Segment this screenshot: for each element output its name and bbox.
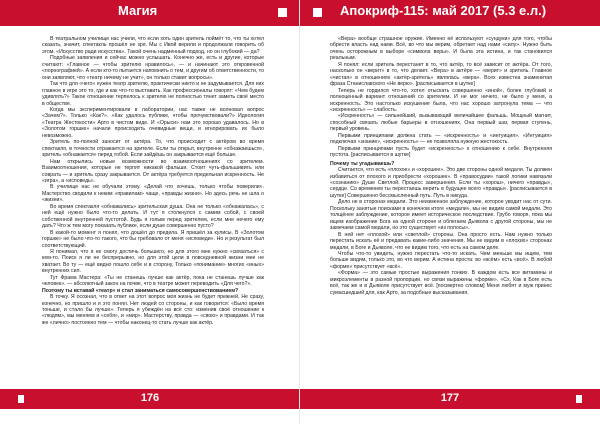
paragraph: Считается, что есть «плохое» и «хорошее». Это две стороны одной медали. Ты должен избавиться от плохого и приобрести «хорошее». В «правосудии» такой логики навязали «сознанию» Душе Светлой. Процесс завершения. Если ты «хорош», ничего «правды», сердце. Со временем ты перестаешь верить в будущее всего «правды». [расписывается в шутке] Совершенно бессмысленный путь. Путь в никуда. bbox=[330, 167, 552, 199]
right-page-header bbox=[300, 0, 600, 26]
right-page-footer bbox=[300, 389, 600, 409]
paragraph: Так что для «чего» нужен театр зрителю, практически никто и не задумывается. Для них главное в игре это то, где и как что-то выставить. Как профессионалы говорят: «Чем будем удивлять?» Такое отношение терпелось к зрителю не полностью тянет заметь своё место в обществе. bbox=[42, 81, 264, 107]
right-page bbox=[300, 0, 600, 424]
paragraph: Нам открылись новые возможности во взаимоотношениях со зрителем. Взаимоотношения, которые не терпят никакой фальши. Стоит чуть-фальшивить или соврать — и зритель сразу закрывается. От актёра требуется предельная искренность. Не «игра», а «исповедь». bbox=[42, 158, 264, 184]
footer-square-icon bbox=[576, 395, 582, 403]
paragraph: Когда мы экспериментировали в лаборатории, нас также не волновал вопрос «Зачем?». Только «Как?». «Как удалось публике, чтобы прочувствовали?» Идеология «Театра Жестокости» Арто в чистом виде. И «Орыси» нам это хорошо удавалось. Но в «Золотом горшке» начали происходить очевидные вещи, и игнорировать их было невозможно. bbox=[42, 106, 264, 139]
paragraph: Дело не в сторонах медали. Это неизменное заблуждение, которое уводит нас от сути. Поскольку занятые поисками в конечном итоге «медали», мы не видим самой медали. Это толщёнее заблуждение, которое имеет историческое последствие. Грубо говоря, пока мы ищем изображение Бога на одной стороне и облегаем Дьявола с другой стороны, мы не замечаем самой медали, но это существует «из полосы». bbox=[330, 199, 552, 232]
page-number: 177 bbox=[440, 392, 460, 404]
header-square-icon bbox=[313, 8, 322, 17]
paragraph: Зритель по-полной заносит от актёра. То, что происходит с актёром во время спектакля, в точности отражается на зрителе. Если ты открыт, внутренне «обнажаешься», зритель «обнажается» перед тобой. Если зайдёшь он закрывается ещё больше. bbox=[42, 139, 264, 159]
paragraph: «Форма» — это самые простые выражения тонких. В каждом есть все витамины и микроэлементы в разной пропорции, но связи выражены «форме». «Сх. Как в Боге есть всё, так же и в Дьяволе присутствует всё. [посмертно словом] Меня любят и муж принес сумасшедший для, как Арто, за подобные высказывания. bbox=[330, 270, 552, 296]
left-page-body bbox=[42, 36, 264, 379]
header-square-icon bbox=[278, 8, 287, 17]
paragraph: В театральном училище нас учили, что если хоть один зритель поймёт то, что ты хотел сказать, значит, спектакль прошёл не зря. Мы с Ивой верили и продолжали говорить об этом. «Искусство ради искусства». Такой очень надменный подход, но он глубокий — да? bbox=[42, 36, 264, 55]
paragraph: В точку. Я осознал, что в ответ на этот вопрос моя жизнь не будет прежней. Не сразу, конечно, но пришло и я это понял. Нет людей со стороны, и как говорится: «Было время тоньше, и стало бы лучше». Теперь я убеждён на всё сто: изменив своё отношение к «людям», мы меняем и «себя», и «мир». Мастерству, правда — «свою» и правдами. И так же «лично» постоянно тем — чтобы наконец-то стать лучше как актёр. bbox=[42, 294, 264, 326]
right-page-body bbox=[330, 36, 552, 379]
page-number: 176 bbox=[140, 392, 160, 404]
left-page-footer bbox=[0, 389, 300, 409]
paragraph: «Искренность» — сильнейший, вызывающий величайшее фальшь. Мощный магнит, способный связать любые барьеры в отношениях. Она первый шаг, первая ступень, первый уровень. bbox=[330, 113, 552, 133]
section-subheading: Почему ты угадываешь? bbox=[330, 160, 395, 167]
paragraph: Теперь не гордился что-то, хотел отыскать совершенно «иной», более глубокий и полноценный вариант отношений со зрителем. И не мог ничего, не было у меня, а искренность. Это настолько искушение была, что нас хорошо затронула тема — что «искренность» — слабость. bbox=[330, 87, 552, 113]
left-page-header bbox=[0, 0, 300, 26]
paragraph: Я понимал, что я не смогу достичь большего, но для этого мне нужно «связаться» с кем-то. Поиск я ли не беспрерывно, но для этой цели в повседневной жизни мне не хватает. Во ту — ещё видно пошло себе и в сторону, Только «понимание» многих «иных» внутренних сил. bbox=[42, 248, 264, 275]
paragraph: В училище нас не обучали этому. «Делай что хочешь, только чтобы поверили». Мастерство сводили к неким «правилам» чаще, «правды жизни». Но здесь речь не шла о «жизни». bbox=[42, 184, 264, 204]
left-page-title: Магия bbox=[118, 3, 158, 18]
bold-question: Поэтому ты вставай «театр» и стал заниматься самосовершенствованием? bbox=[42, 287, 239, 294]
right-page-title: Апокриф-115: май 2017 (5.3 е.л.) bbox=[340, 3, 547, 18]
paragraph: Тут Фрама Мастера: «Ты не станешь лучше как актёр, пока не станешь лучше как человек». — абсолютный закон на почве, что в театре может переводить «Для чего?». bbox=[42, 274, 264, 288]
paragraph: Чтобы что-то увидеть, нужно перестать что-то искать. Чем меньше мы ищем, тем больше видим, только это, во что верим. А истина проста: во «всём» есть «всё». В любой «форме» присутствует «всё». bbox=[330, 250, 552, 270]
paragraph: В какой-то момент я понял, что дошёл до предела. Я пришёл за кулисы. В «Золотом горшке» не было что-то такого, что бы требовало от меня «исповеди». Но и результат был соответствующий. bbox=[42, 229, 264, 249]
paragraph: В ней нет «плохой» или «светлой» стороны. Она просто есть. Нам нужно только перестать искать её и предавать какие-либо значения. Мы не видим в «плохих» сторонах медали, в Боге и Дьяволе, что не видим того, что есть на самом деле. bbox=[330, 231, 552, 251]
paragraph: Первыми принципами должна стать — «искренность» и «интуиция». «Интуиция» подключая «знание», «искренность» — не позволяла нужную жестокость. bbox=[330, 132, 552, 146]
paragraph: Я понял: если зритель перестанет в то, что актёр, то всё зависит от актёра. От того, насколько он «верит» в то, что делает. «Вера» в актёре — «верит» и зритель. Главное «чистая» в отношениях «актёр-зритель» являлась «вера». Всех известна знаменитая фраза Станиславского «Не верю». [расписывается в шутке] bbox=[330, 61, 552, 88]
paragraph: Во время спектакля «обнажались» зрительская душа. Она не только «обнажалась», с ней ещё нужно было что-то делать. И тут я столкнулся с самим собой, с своей собственной внутренней пустотой. Будь я голым перед зрителем, если мне нечего ему дать? Что ж тем могу показать публике, если душе совершенно пусто? bbox=[42, 203, 264, 230]
paragraph: «Вера» вообще страшное оружие. Именно её используют «сундуки» для того, чтобы обрести власть над нами. Всё, во что мы верим, обретает над нами «силу». Нужно быть очень осторожным в выборе «символа веры». И была эта истина, и так становился реальным. bbox=[330, 36, 552, 62]
paragraph: Первыми принципами пусть будет «искренность» к отношению к себе. Внутренняя пустота. [расписывается в шутке] bbox=[330, 145, 552, 159]
paragraph: Подобные заявления и сейчас можно услышать. Конечно же, есть и другие, которые считают: «Главное — чтобы зрителю нравилось», — и начинают это откровенной «порнографией». А если кто-то пытается напомнить о тем, и другим об ответственности, то они заявляют, что «театр ничему не учит», он только ставит вопросы». bbox=[42, 55, 264, 81]
